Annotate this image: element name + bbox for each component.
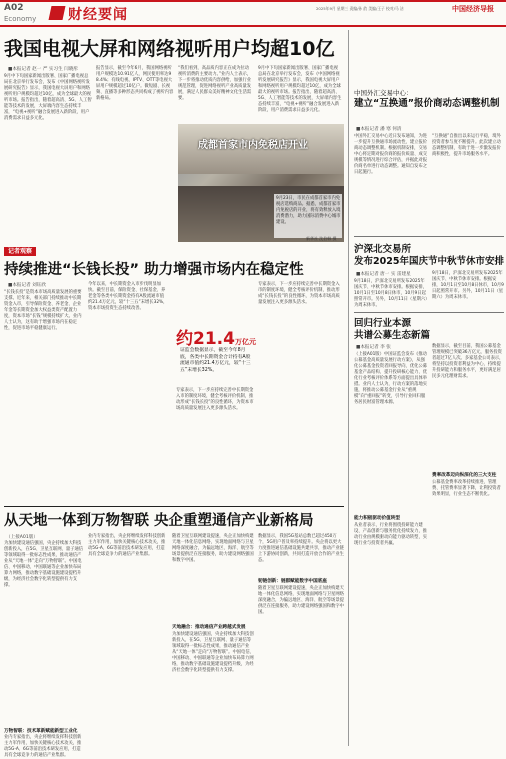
main-body-col4: 9月中下旬国家新闻出版署、国家广播电视总局在北京举行发布会，发布《中国网络视听发展研究报告》显示，我国电视大屏用户和网络视听用户规模均超过10亿，成为全球最大的视听市场。报告指出，随着超高清、5G、人工智能等技术的发展，大屏端内容生态持续丰富，“电视+视听”融合发展进入新阶段，用户消费需求日益多元化。 [258,66,342,113]
sidebar-bottom-subhead-2: 费率改革迈向纵深化的三大支柱 [432,473,497,478]
sidebar-top-byline: ■本报记者 潘 寒 何清 [356,127,402,132]
section-title: 财经要闻 [68,7,128,23]
sidebar-divider-2 [354,312,504,313]
sidebar-bottom-body-2: 数据显示，截至目前，我国公募基金管理规模已突破36万亿元，服务投资者超过7亿人次。多家基金公司表示，将坚持以投资者利益为中心，持续提升投研能力和服务水平，更好满足居民多元化理财需求。 [432,344,504,379]
bottom-body-col4: 数据显示，我国5G基站总数已超过450万个，5G用户普及率持续提升。央企将以更大力度推进通信基础设施共建共享，推动产业链上下游协同创新，共同打造开放合作的产业生态。 [258,534,344,563]
section-logo-block [49,6,66,20]
date-line: 2025年9月 星期三 责编/孙 韵 美编/王子 校对/马 洁 [316,6,404,11]
main-body-col2: 报告显示，截至今年6月，我国网络视听用户规模达10.91亿人，网民使用率达98.4%；有线电视、IPTV、OTT等电视大屏用户规模超过10亿户。微短剧、长视频、直播等多种形态共同构成了视听内容新格局。 [96,66,174,101]
sidebar-bottom-body-2b: 公募基金费率改革持续推进，管理费、托管费率显著下降，让利投资者效果明显，行业生态不断优化。 [432,480,501,497]
bottom-story-divider [4,506,344,507]
bottom-body-col3b: 为加快建设通信强国，央企持续加大科技创新投入，在5G、卫星互联网、量子通信等领域取得一批标志性成果，推动通信产业从“天地一体”走向“万物智联”。中国电信、中国移动、中国联通等企业加快布局算力网络，推动数字基础设施建设提档升级，为经济社会数字化转型提供有力支撑。 [172,632,254,673]
sidebar-top-label: 中国外汇交易中心： [354,89,413,97]
sidebar-bottom-byline: ■本报记者 李 张 [356,345,391,350]
sidebar-top-title: 建立“互换通”报价商动态调整机制 [354,98,500,109]
sidebar-bottom-body-1: （上接A01版）中国证监会发布《推动公募基金高质量发展行动方案》，从强化公募基金投资者回报导向、优化公募基金产品结构、提升投研核心能力、优化行业考核评价体系等方面提出具体举措。业内人士认为，行动方案的落地实施，将推动公募基金行业从“重规模”向“重回报”转变，引导行业回归服务居民财富管理本源。 [354,352,428,405]
main-body-col3: “我们看到，高品质内容正在成为拉动视听消费的主要动力。”业内人士表示，下一步将推动优质内容供给，加强行业规范管理，促进网络视听产业高质量发展，满足人民群众美好精神文化生活需要。 [178,66,252,101]
page-number: A02 [4,3,24,13]
sidebar-mid-body-1: 9月18日，沪深北交易所发布2025年国庆节、中秋节休市安排。根据安排，10月1日至10月8日休市，10月9日起照常开市。另外，10月11日（星期六）为周末休市。 [354,279,428,308]
mid-headline: 持续推进“长钱长投” 助力增强市场内在稳定性 [4,262,304,278]
main-headline: 我国电视大屏和网络视听用户均超10亿 [4,38,335,60]
mid-body-col4: 专家表示，下一步应持续完善中长期资金入市的制度环境，健全考核评价机制，推动形成“长钱长投”的良性循环，为资本市场高质量发展注入更多源头活水。 [258,282,340,305]
bottom-byline: （上接A01版） [6,535,38,540]
main-body-col1: 9月中下旬国家新闻出版署、国家广播电视总局在北京举行发布会，发布《中国网络视听发展研究报告》显示，我国电视大屏用户和网络视听用户规模均超过10亿，成为全球最大的视听市场。报告指出，随着超高清、5G、人工智能等技术的发展，大屏端内容生态持续丰富，“电视+视听”融合发展进入新阶段，用户消费需求日益多元化。 [4,74,92,121]
stat-number [176,324,256,349]
bottom-body-col3: 随着卫星互联网建设提速，央企正加快构建天地一体化信息网络，实现地面网络与卫星网络深度融合，为偏远地区、海洋、航空等场景提供泛在连接服务，助力建设网络强国和数字中国。 [172,534,254,563]
sidebar-bottom-body-1b: 从业者表示，行业将围绕投研能力建设、产品创新与服务优化持续发力，推动行业由规模驱动向能力驱动转型，实现行业与投资者共赢。 [354,523,428,546]
mid-body-col2: 今年以来，中长期资金入市步伐明显加快。截至目前，保险资金、社保基金、养老金等各类中长期资金持有A股流通市值约21.4万亿元，较“十三五”末增长32%，资本市场投资生态持续改善。 [88,282,168,311]
bottom-body-col1b: 业内专家指出，央企将继续发挥科技创新主力军作用，加快关键核心技术攻关，推动5G-A、6G等前沿技术研发应用，打造具有全球竞争力的通信产业集群。 [4,735,82,758]
paper-name: 中国经济导报 [452,5,494,13]
mid-byline: ■本报记者 刘钰欣 [8,283,46,288]
mid-body-col1: “长钱长投”是资本市场高质量发展的重要支撑。近年来，相关部门持续推动中长期资金入市，引导保险资金、养老金、企业年金等长期资金加大权益类资产配置力度，资本市场“长钱”规模持续扩大。业内人士认为，这有助于增强市场内在稳定性，促进市场平稳健康运行。 [4,290,82,331]
masthead-top-bar [0,0,506,2]
bottom-body-col2: 业内专家指出，央企将继续发挥科技创新主力军作用，加快关键核心技术攻关，推动5G-A、6G等前沿技术研发应用，打造具有全球竞争力的通信产业集群。 [88,534,166,557]
sidebar-top-body-1: 中国外汇交易中心近日发布通知，为进一步提升互换通市场流动性，建立报价商动态调整机制。根据机制安排，交易中心将定期对报价商的报价质量、成交规模等情况进行综合评估，并据此对报价商名单进行动态调整。通知自发布之日起施行。 [354,134,428,175]
photo-caption-title: 成都首家市内免税店开业 [198,140,308,151]
photo-credit: 新华社 沈伯韩 摄 [306,236,337,241]
main-byline: ■本报记者 赵一 严 实习生 闫晓彤 [8,67,78,72]
sidebar-divider-1 [354,236,504,237]
sidebar-mid-body-2: 9月18日，沪深北交易所发布2025年国庆节、中秋节休市安排。根据安排，10月1日至10月8日休市，10月9日起照常开市。另外，10月11日（星期六）为周末休市。 [432,271,504,300]
sidebar-bottom-title: 回归行业本源 共谱公募生态新篇 [354,318,431,341]
stat-value: 约21.4 [176,329,235,349]
sidebar-mid-byline: ■本报记者 唐一 实 雷建星 [356,272,411,277]
masthead-divider [0,25,506,27]
sidebar-bottom-subhead-1: 能力积极驱动价值转型 [354,516,400,521]
section-english: Economy [4,15,37,23]
bottom-headline: 从天地一体到万物智联 央企重塑通信产业新格局 [4,513,314,529]
mid-body-col3: 专家表示，下一步应持续完善中长期资金入市的制度环境，健全考核评价机制，推动形成“长钱长投”的良性循环，为资本市场高质量发展注入更多源头活水。 [176,388,254,411]
sidebar-top-body-2: “互换通”自推出以来运行平稳，境外投资者参与度不断提升。此次建立动态调整机制，有助于进一步激发报价商积极性，提升市场服务水平。 [432,134,501,157]
stat-unit: 万亿元 [234,338,256,346]
photo-caption-text: 9月23日，市民在成都首家市内免税店选购商品。据悉，成都首家市内免税店的开业，将有效释放入境消费潜力，助力国际消费中心城市建设。 [276,196,341,225]
bottom-subhead-3: 韧链创新：链群赋能数字中国底座 [258,579,327,584]
sidebar-mid-title: 沪深北交易所 发布2025年国庆节中秋节休市安排 [354,244,504,267]
bottom-subhead-2: 天地融合：推动通信产业跨越式发展 [172,625,246,630]
observer-badge: 记者观察 [4,247,36,256]
stat-note: 证监会数据显示，截至今年8月底，各类中长期资金合计持有A股流通市值约21.4万亿元，较“十三五”末增长32%。 [180,348,251,373]
bottom-body-col4b: 随着卫星互联网建设提速，央企正加快构建天地一体化信息网络，实现地面网络与卫星网络深度融合，为偏远地区、海洋、航空等场景提供泛在连接服务，助力建设网络强国和数字中国。 [258,586,344,615]
bottom-body-col1: 为加快建设通信强国，央企持续加大科技创新投入，在5G、卫星互联网、量子通信等领域取得一批标志性成果，推动通信产业从“天地一体”走向“万物智联”。中国电信、中国移动、中国联通等企业加快布局算力网络，推动数字基础设施建设提档升级，为经济社会数字化转型提供有力支撑。 [4,541,84,588]
bottom-subhead-1: 万物智联：技术革新赋能新型工业化 [4,729,78,734]
right-column-divider [348,30,349,746]
